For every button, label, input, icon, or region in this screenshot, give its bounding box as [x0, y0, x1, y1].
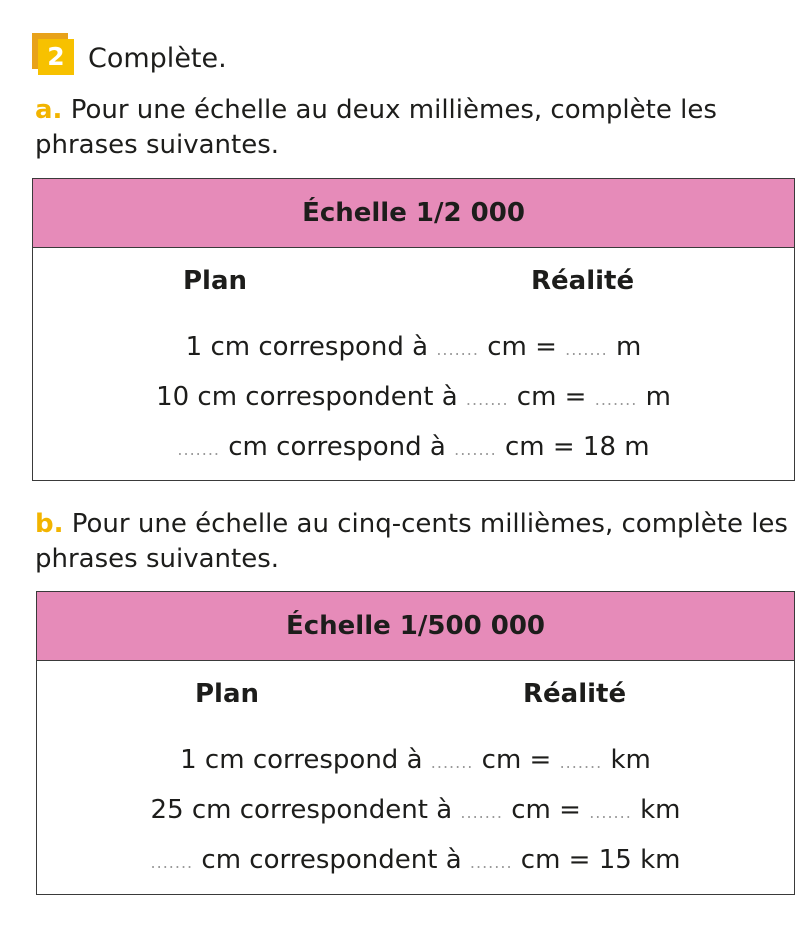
- table-b-row-1: [37, 735, 794, 785]
- row-mid: cm = 18 m: [504, 432, 650, 462]
- table-a-title: Échelle 1/2 000: [33, 179, 794, 248]
- table-a-row-2: [33, 372, 794, 422]
- question-a-text: Pour une échelle au deux millièmes, complète les phrases suivantes.: [35, 95, 717, 160]
- question-a-letter: a.: [35, 95, 63, 125]
- exercise-title: Complète.: [88, 43, 227, 74]
- exercise-number-badge: [32, 33, 76, 77]
- row-lead: 10 cm correspondent à: [156, 382, 458, 412]
- blank[interactable]: .......: [589, 803, 632, 822]
- row-lead: 25 cm correspondent à: [150, 795, 453, 825]
- row-lead: cm correspondent à: [201, 845, 462, 875]
- question-b: [35, 507, 800, 577]
- row-lead: cm correspond à: [228, 432, 446, 462]
- table-a-col-realite: Réalité: [531, 266, 635, 296]
- blank[interactable]: .......: [465, 390, 509, 409]
- exercise-number: 2: [38, 39, 74, 75]
- row-end: m: [616, 332, 642, 362]
- scale-table-a: [32, 178, 795, 481]
- table-b-row-2: [37, 785, 794, 835]
- row-end: m: [645, 382, 671, 412]
- table-a-rows: [33, 322, 794, 472]
- blank[interactable]: .......: [559, 753, 603, 772]
- table-b-rows: [37, 735, 794, 885]
- blank[interactable]: .......: [565, 340, 608, 359]
- table-b-col-realite: Réalité: [523, 679, 627, 709]
- table-b-col-plan: Plan: [195, 679, 260, 709]
- blank[interactable]: .......: [454, 440, 497, 459]
- table-a-row-3: [33, 422, 794, 472]
- row-mid: cm =: [487, 332, 557, 362]
- blank[interactable]: .......: [469, 853, 513, 872]
- question-b-letter: b.: [35, 509, 64, 539]
- blank[interactable]: .......: [460, 803, 503, 822]
- blank[interactable]: .......: [430, 753, 474, 772]
- row-lead: 1 cm correspond à: [185, 332, 429, 362]
- blank[interactable]: .......: [594, 390, 638, 409]
- blank[interactable]: .......: [436, 340, 479, 359]
- row-mid: cm = 15 km: [520, 845, 681, 875]
- blank[interactable]: .......: [177, 440, 220, 459]
- row-end: km: [610, 745, 651, 775]
- table-a-column-headers: [33, 248, 794, 312]
- question-a: [35, 93, 800, 163]
- row-mid: cm =: [481, 745, 552, 775]
- blank[interactable]: .......: [150, 853, 194, 872]
- row-lead: 1 cm correspond à: [180, 745, 423, 775]
- table-a-col-plan: Plan: [183, 266, 248, 296]
- row-mid: cm =: [511, 795, 581, 825]
- row-end: km: [640, 795, 681, 825]
- table-a-row-1: [33, 322, 794, 372]
- table-b-column-headers: [37, 661, 794, 725]
- table-b-title: Échelle 1/500 000: [37, 592, 794, 661]
- question-b-text: Pour une échelle au cinq-cents millièmes, complète les phrases suivantes.: [35, 509, 788, 574]
- row-mid: cm =: [516, 382, 587, 412]
- scale-table-b: [36, 591, 795, 895]
- table-b-row-3: [37, 835, 794, 885]
